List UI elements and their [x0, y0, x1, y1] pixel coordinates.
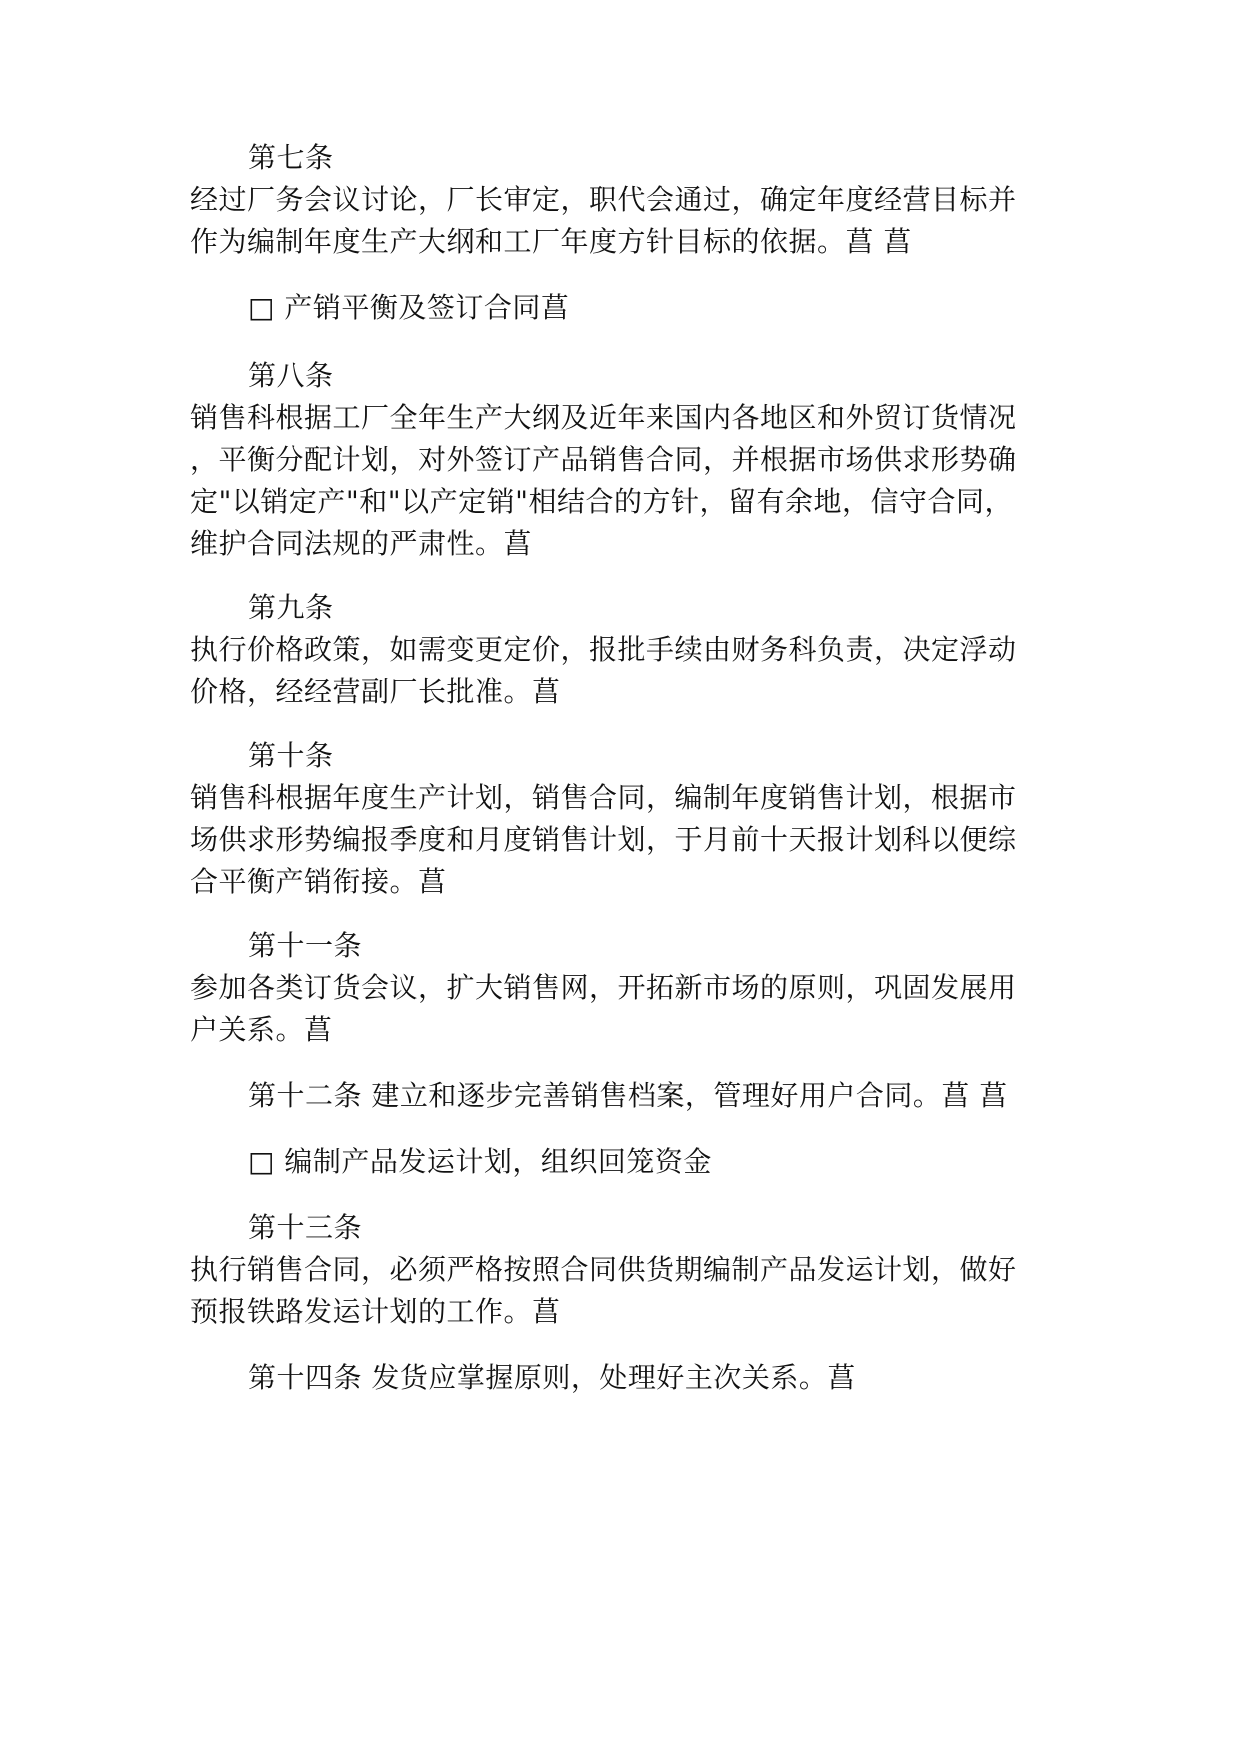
- article-9-text-line-1: 执行价格政策，如需变更定价，报批手续由财务科负责，决定浮动: [190, 633, 1017, 666]
- article-10-heading: 第十条: [248, 739, 334, 772]
- article-7-text-line-2: 作为编制年度生产大纲和工厂年度方针目标的依据。菖 菖: [190, 225, 912, 258]
- article-7-heading: 第七条: [248, 141, 334, 174]
- article-8-text-line-3: 定"以销定产"和"以产定销"相结合的方针，留有余地，信守合同，: [190, 485, 1014, 518]
- article-12-line: 第十二条 建立和逐步完善销售档案，管理好用户合同。菖 菖: [248, 1079, 1008, 1112]
- article-13-text-line-1: 执行销售合同，必须严格按照合同供货期编制产品发运计划，做好: [190, 1253, 1017, 1286]
- article-10-text-line-3: 合平衡产销衔接。菖: [190, 865, 447, 898]
- article-8-text-line-2: ，平衡分配计划，对外签订产品销售合同，并根据市场供求形势确: [190, 443, 1017, 476]
- article-14-line: 第十四条 发货应掌握原则，处理好主次关系。菖: [248, 1361, 856, 1394]
- article-13-heading: 第十三条: [248, 1211, 363, 1244]
- article-11-heading: 第十一条: [248, 929, 363, 962]
- article-11-text-line-1: 参加各类订货会议，扩大销售网，开拓新市场的原则，巩固发展用: [190, 971, 1017, 1004]
- article-9-heading: 第九条: [248, 591, 334, 624]
- article-7-text-line-1: 经过厂务会议讨论，厂长审定，职代会通过，确定年度经营目标并: [190, 183, 1017, 216]
- article-10-text-line-1: 销售科根据年度生产计划，销售合同，编制年度销售计划，根据市: [190, 781, 1017, 814]
- article-11-text-line-2: 户关系。菖: [190, 1013, 333, 1046]
- section-heading-sales-balance: □ 产销平衡及签订合同菖: [248, 291, 570, 324]
- article-8-heading: 第八条: [248, 359, 334, 392]
- article-8-text-line-4: 维护合同法规的严肃性。菖: [190, 527, 533, 560]
- section-heading-shipping-plan: □ 编制产品发运计划，组织回笼资金: [248, 1145, 712, 1178]
- article-13-text-line-2: 预报铁路发运计划的工作。菖: [190, 1295, 561, 1328]
- article-9-text-line-2: 价格，经经营副厂长批准。菖: [190, 675, 561, 708]
- article-10-text-line-2: 场供求形势编报季度和月度销售计划，于月前十天报计划科以便综: [190, 823, 1017, 856]
- article-8-text-line-1: 销售科根据工厂全年生产大纲及近年来国内各地区和外贸订货情况: [190, 401, 1017, 434]
